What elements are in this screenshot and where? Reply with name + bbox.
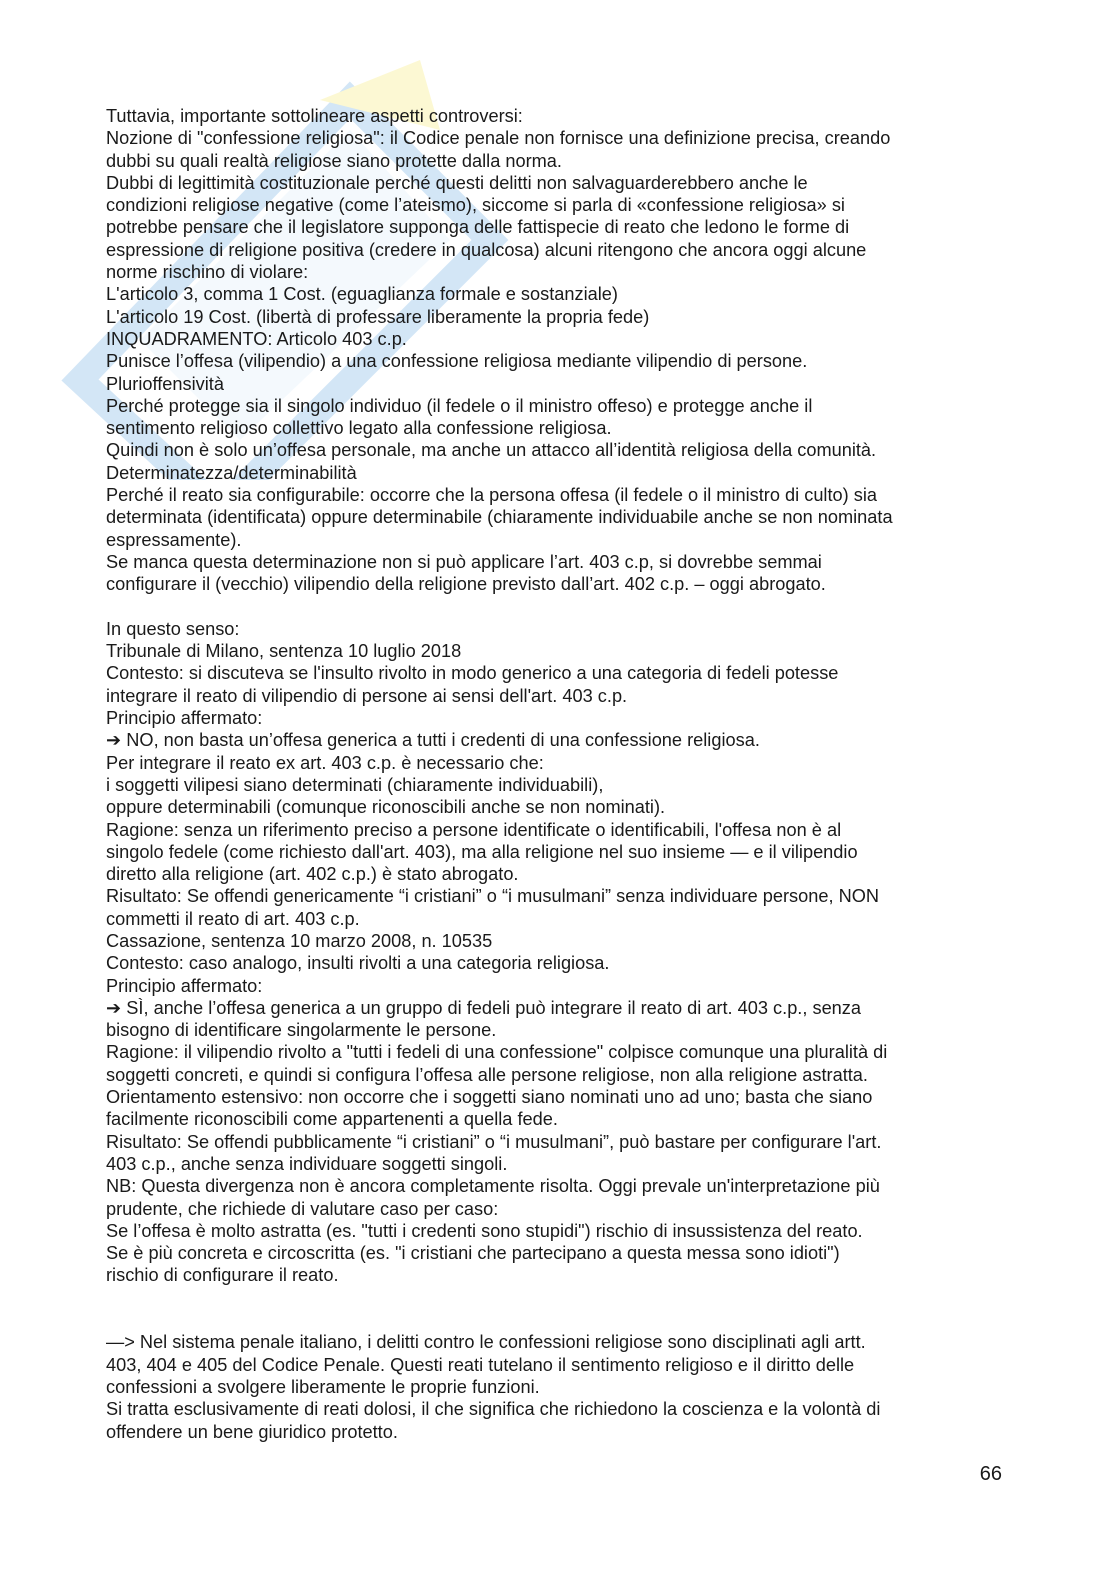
text-line: Se manca questa determinazione non si può applicare l’art. 403 c.p, si dovrebbe semmai [106, 551, 822, 572]
page-number: 66 [979, 1463, 1002, 1485]
text-line: offendere un bene giuridico protetto. [106, 1421, 398, 1442]
text-line: oppure determinabili (comunque riconoscibili anche se non nominati). [106, 797, 666, 818]
blank-line [106, 1309, 1026, 1331]
text-line: 403, 404 e 405 del Codice Penale. Questi reati tutelano il sentimento religioso e il diritto delle [106, 1354, 855, 1375]
text-line: soggetti concreti, e quindi si configura l’offesa alle persone religiose, non alla religione astratta. [106, 1064, 868, 1085]
text-line: Perché protegge sia il singolo individuo (il fedele o il ministro offeso) e protegge anche il [106, 395, 813, 416]
text-line: commetti il reato di art. 403 c.p. [106, 908, 360, 929]
text-line: prudente, che richiede di valutare caso per caso: [106, 1198, 499, 1219]
text-line: sentimento religioso collettivo legato alla confessione religiosa. [106, 418, 612, 439]
blank-line [106, 1287, 1026, 1309]
text-line: ➔ SÌ, anche l’offesa generica a un gruppo di fedeli può integrare il reato di art. 403 c.p., senza [106, 997, 862, 1018]
document-body [106, 105, 1026, 1443]
text-line: Cassazione, sentenza 10 marzo 2008, n. 10535 [106, 930, 493, 951]
text-line: Ragione: senza un riferimento preciso a persone identificate o identificabili, l'offesa non è al [106, 819, 842, 840]
text-line: Principio affermato: [106, 975, 263, 996]
text-line: Nozione di "confessione religiosa": il Codice penale non fornisce una definizione precisa, creando [106, 128, 891, 149]
text-line: norme rischino di violare: [106, 262, 309, 283]
text-line: L'articolo 3, comma 1 Cost. (eguaglianza formale e sostanziale) [106, 284, 618, 305]
text-line: Risultato: Se offendi pubblicamente “i cristiani” o “i musulmani”, può bastare per configurare l'art. [106, 1131, 882, 1152]
text-line: singolo fedele (come richiesto dall'art. 403), ma alla religione nel suo insieme — e il vilipendio [106, 841, 858, 862]
text-line: Tribunale di Milano, sentenza 10 luglio 2018 [106, 641, 462, 662]
text-line: espressione di religione positiva (credere in qualcosa) alcuni ritengono che ancora oggi alcune [106, 239, 867, 260]
text-line: espressamente). [106, 529, 242, 550]
text-line: Contesto: si discuteva se l'insulto rivolto in modo generico a una categoria di fedeli potesse [106, 663, 839, 684]
text-line: Per integrare il reato ex art. 403 c.p. è necessario che: [106, 752, 544, 773]
text-line: integrare il reato di vilipendio di persone ai sensi dell'art. 403 c.p. [106, 685, 628, 706]
text-line: configurare il (vecchio) vilipendio della religione previsto dall’art. 402 c.p. – oggi abrogato. [106, 574, 826, 595]
text-line: —> Nel sistema penale italiano, i delitti contro le confessioni religiose sono disciplinati agli artt. [106, 1332, 866, 1353]
text-line: confessioni a svolgere liberamente le proprie funzioni. [106, 1376, 540, 1397]
text-line: Orientamento estensivo: non occorre che i soggetti siano nominati uno ad uno; basta che siano [106, 1087, 873, 1108]
text-line: Dubbi di legittimità costituzionale perché questi delitti non salvaguarderebbero anche le [106, 172, 808, 193]
text-line: Principio affermato: [106, 708, 263, 729]
text-line: determinata (identificata) oppure determinabile (chiaramente individuabile anche se non nominata [106, 507, 893, 528]
text-line: Determinatezza/determinabilità [106, 462, 357, 483]
text-line: dubbi su quali realtà religiose siano protette dalla norma. [106, 150, 562, 171]
text-line: Punisce l’offesa (vilipendio) a una confessione religiosa mediante vilipendio di persone. [106, 351, 808, 372]
text-line: Ragione: il vilipendio rivolto a "tutti i fedeli di una confessione" colpisce comunque una pluralità di [106, 1042, 888, 1063]
text-line: Se l’offesa è molto astratta (es. "tutti i credenti sono stupidi") rischio di insussistenza del reato. [106, 1220, 863, 1241]
text-line: Quindi non è solo un’offesa personale, ma anche un attacco all’identità religiosa della comunità. [106, 440, 877, 461]
text-line: Se è più concreta e circoscritta (es. "i cristiani che partecipano a questa messa sono idioti") [106, 1243, 840, 1264]
text-line: condizioni religiose negative (come l’ateismo), siccome si parla di «confessione religiosa» si [106, 195, 845, 216]
text-line: L'articolo 19 Cost. (libertà di professare liberamente la propria fede) [106, 306, 650, 327]
text-line: Risultato: Se offendi genericamente “i cristiani” o “i musulmani” senza individuare persone, NON [106, 886, 879, 907]
text-line: 403 c.p., anche senza individuare soggetti singoli. [106, 1153, 508, 1174]
text-line: Contesto: caso analogo, insulti rivolti a una categoria religiosa. [106, 953, 610, 974]
text-line: Perché il reato sia configurabile: occorre che la persona offesa (il fedele o il ministro di culto) sia [106, 485, 877, 506]
text-line: INQUADRAMENTO: Articolo 403 c.p. [106, 328, 407, 349]
text-line: facilmente riconoscibili come appartenenti a quella fede. [106, 1109, 558, 1130]
text-line: NB: Questa divergenza non è ancora completamente risolta. Oggi prevale un'interpretazione più [106, 1176, 880, 1197]
text-line: diretto alla religione (art. 402 c.p.) è stato abrogato. [106, 864, 519, 885]
text-line: bisogno di identificare singolarmente le persone. [106, 1020, 497, 1041]
blank-line [106, 596, 1026, 618]
text-line: Plurioffensività [106, 373, 224, 394]
text-line: rischio di configurare il reato. [106, 1265, 339, 1286]
text-line: ➔ NO, non basta un’offesa generica a tutti i credenti di una confessione religiosa. [106, 730, 760, 751]
text-line: In questo senso: [106, 618, 240, 639]
text-line: Tuttavia, importante sottolineare aspetti controversi: [106, 106, 523, 126]
text-line: potrebbe pensare che il legislatore supponga delle fattispecie di reato che ledono le forme di [106, 217, 850, 238]
text-line: Si tratta esclusivamente di reati dolosi, il che significa che richiedono la coscienza e la volontà di [106, 1399, 881, 1420]
text-line: i soggetti vilipesi siano determinati (chiaramente individuabili), [106, 774, 604, 795]
